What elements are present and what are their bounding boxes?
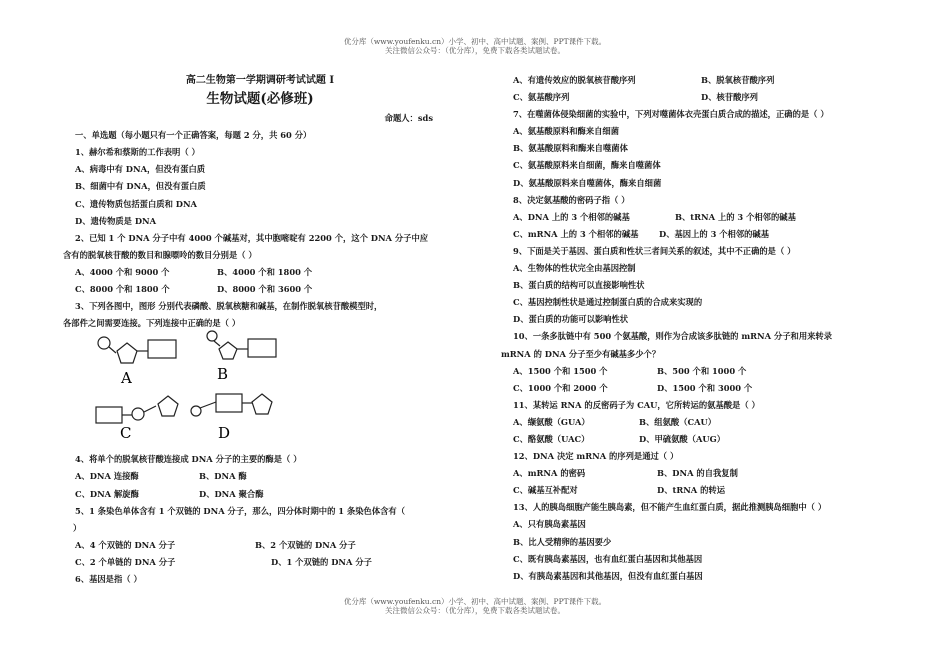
- question-10: 10、一条多肽链中有 500 个氨基酸，则作为合成该多肽链的 mRNA 分子和用来转录: [513, 331, 833, 342]
- question-10-cont: mRNA 的 DNA 分子至少有碱基多少个？: [501, 348, 661, 359]
- base-rectangle-c: [96, 407, 122, 423]
- bond-a1: [109, 347, 116, 353]
- q12-option-b: B、DNA 的自我复制: [657, 468, 738, 479]
- q4-options-ab: [75, 468, 445, 485]
- q2-option-d: D、8000 个和 3600 个: [217, 284, 313, 295]
- q4-option-b: B、DNA 酶: [199, 471, 247, 482]
- q5-option-b: B、2 个双链的 DNA 分子: [255, 539, 356, 550]
- question-5: 5、1 条染色单体含有 1 个双链的 DNA 分子，那么，四分体时期中的 1 条染色体含有（: [75, 505, 406, 516]
- question-2: 2、已知 1 个 DNA 分子中有 4000 个碱基对，其中胞嘧啶有 2200 个，这个 DNA 分子中应: [75, 232, 429, 243]
- q6-option-a: A、有遗传效应的脱氧核苷酸序列: [513, 75, 636, 85]
- header-line-1: 优分库（www.youfenku.cn）小学、初中、高中试题、案例、PPT课件下载。: [343, 37, 607, 46]
- q10-option-a: A、1500 个和 1500 个: [513, 365, 608, 376]
- exam-subtitle: 生物试题(必修班): [206, 91, 314, 108]
- footer-line-2: 关注微信公众号：（优分库），免费下载各类试题试卷。: [385, 606, 565, 615]
- q8-options-ab: [513, 209, 903, 226]
- bond-d1: [200, 402, 216, 408]
- page-header: [0, 37, 950, 55]
- q6-options-ab: [513, 72, 903, 89]
- q8-option-d: D、基因上的 3 个相邻的碱基: [659, 228, 770, 239]
- q9-option-b: B、蛋白质的结构可以直接影响性状: [513, 280, 645, 291]
- q6-option-b: B、脱氧核苷酸序列: [701, 75, 775, 85]
- q2-options-cd: [75, 281, 445, 298]
- deoxyribose-pentagon-a: [117, 343, 137, 363]
- deoxyribose-pentagon-b: [219, 342, 237, 359]
- question-3: 3、下列各图中，图形 分别代表磷酸、脱氧核糖和碱基，在制作脱氧核苷酸模型时，: [75, 301, 383, 312]
- q5-option-d: D、1 个双链的 DNA 分子: [271, 556, 372, 567]
- q12-option-d: D、tRNA 的转运: [657, 485, 726, 496]
- exam-author: 命题人：sds: [384, 113, 433, 124]
- q8-option-b: B、tRNA 上的 3 个相邻的碱基: [675, 211, 796, 222]
- page-footer: [0, 597, 950, 615]
- q9-option-c: C、基因控制性状是通过控制蛋白质的合成来实现的: [513, 297, 703, 308]
- q6-options-cd: [513, 89, 903, 106]
- q10-options-cd: [513, 380, 903, 397]
- bond-b1: [214, 341, 220, 346]
- q7-option-a: A、氨基酸原料和酶来自细菌: [513, 126, 620, 137]
- deoxyribose-pentagon-c: [158, 396, 178, 416]
- q8-option-c: C、mRNA 上的 3 个相邻的碱基: [513, 228, 639, 239]
- q5-options-cd: [75, 554, 445, 571]
- q2-options-ab: [75, 264, 445, 281]
- q6-option-d: D、核苷酸序列: [701, 92, 758, 103]
- phosphate-circle-c: [132, 408, 144, 420]
- phosphate-circle-a: [98, 337, 110, 349]
- question-11: 11、某转运 RNA 的反密码子为 CAU，它所转运的氨基酸是（ ）: [513, 399, 760, 410]
- phosphate-circle-d: [191, 406, 201, 416]
- q11-option-b: B、组氨酸（CAU）: [639, 416, 717, 427]
- q11-options-ab: [513, 414, 903, 431]
- nucleotide-model-figure: [92, 330, 312, 442]
- base-rectangle-b: [248, 339, 276, 357]
- question-9: 9、下面是关于基因、蛋白质和性状三者间关系的叙述，其中不正确的是（ ）: [513, 245, 796, 256]
- q7-option-c: C、氨基酸原料来自细菌，酶来自噬菌体: [513, 160, 661, 171]
- question-7: 7、在噬菌体侵染细菌的实验中，下列对噬菌体衣壳蛋白质合成的描述，正确的是（ ）: [513, 109, 829, 120]
- q4-option-a: A、DNA 连接酶: [75, 471, 139, 482]
- exam-title: 高二生物第一学期调研考试试题 I: [185, 75, 335, 86]
- q2-option-c: C、8000 个和 1800 个: [75, 284, 170, 295]
- q9-option-d: D、蛋白质的功能可以影响性状: [513, 314, 629, 325]
- question-8: 8、决定氨基酸的密码子指（ ）: [513, 194, 630, 205]
- q9-option-a: A、生物体的性状完全由基因控制: [513, 263, 636, 274]
- q13-option-b: B、比人受精卵的基因要少: [513, 536, 612, 547]
- q1-option-a: A、病毒中有 DNA，但没有蛋白质: [75, 164, 206, 175]
- phosphate-circle-b: [207, 331, 217, 341]
- q11-option-a: A、缬氨酸（GUA）: [513, 416, 590, 427]
- right-column: [501, 72, 903, 585]
- question-12: 12、DNA 决定 mRNA 的序列是通过（ ）: [513, 451, 679, 462]
- q12-options-ab: [513, 465, 903, 482]
- q10-option-d: D、1500 个和 3000 个: [657, 382, 753, 393]
- q4-options-cd: [75, 486, 445, 503]
- deoxyribose-pentagon-d: [252, 394, 272, 414]
- q2-option-a: A、4000 个和 9000 个: [75, 266, 170, 277]
- question-6: 6、基因是指（ ）: [75, 573, 142, 584]
- bond-c2: [144, 406, 156, 412]
- q12-options-cd: [513, 482, 903, 499]
- header-line-2: 关注微信公众号：（优分库），免费下载各类试题试卷。: [385, 46, 565, 55]
- q5-option-a: A、4 个双链的 DNA 分子: [75, 539, 176, 550]
- figure-label-a: A: [121, 369, 132, 387]
- q5-option-c: C、2 个单链的 DNA 分子: [75, 556, 176, 567]
- question-13: 13、人的胰岛细胞产能生胰岛素，但不能产生血红蛋白质，据此推测胰岛细胞中（ ）: [513, 502, 827, 513]
- q10-options-ab: [513, 363, 903, 380]
- question-5-cont: ）: [73, 522, 82, 533]
- q13-option-d: D、有胰岛素基因和其他基因，但没有血红蛋白基因: [513, 570, 703, 581]
- q11-option-c: C、酪氨酸（UAC）: [513, 433, 590, 444]
- q6-option-c: C、氨基酸序列: [513, 92, 570, 103]
- section-heading: 一、单选题（每小题只有一个正确答案，每题 2 分，共 60 分）: [75, 130, 312, 141]
- question-4: 4、将单个的脱氧核苷酸连接成 DNA 分子的主要的酶是（ ）: [75, 454, 302, 465]
- q7-option-b: B、氨基酸原料和酶来自噬菌体: [513, 143, 628, 154]
- q2-option-b: B、4000 个和 1800 个: [217, 266, 313, 277]
- q1-option-c: C、遗传物质包括蛋白质和 DNA: [75, 198, 197, 209]
- figure-label-c: C: [120, 424, 132, 442]
- q10-option-c: C、1000 个和 2000 个: [513, 382, 608, 393]
- q4-option-d: D、DNA 聚合酶: [199, 488, 264, 499]
- q8-options-cd: [513, 226, 903, 243]
- question-3-cont: 各部件之间需要连接。下列连接中正确的是（ ）: [63, 318, 241, 329]
- q12-option-a: A、mRNA 的密码: [513, 468, 586, 479]
- q8-option-a: A、DNA 上的 3 个相邻的碱基: [513, 211, 630, 222]
- q4-option-c: C、DNA 解旋酶: [75, 488, 139, 499]
- q5-options-ab: [75, 537, 445, 554]
- q11-options-cd: [513, 431, 903, 448]
- q11-option-d: D、甲硫氨酸（AUG）: [639, 433, 726, 444]
- figure-label-b: B: [217, 365, 229, 383]
- q7-option-d: D、氨基酸原料来自噬菌体，酶来自细菌: [513, 177, 662, 188]
- q1-option-b: B、细菌中有 DNA，但没有蛋白质: [75, 181, 206, 192]
- base-rectangle-a: [148, 340, 176, 358]
- question-1: 1、赫尔希和蔡斯的工作表明（ ）: [75, 147, 200, 158]
- figure-label-d: D: [218, 424, 231, 442]
- base-rectangle-d: [216, 394, 242, 412]
- q13-option-a: A、只有胰岛素基因: [513, 519, 586, 530]
- q13-option-c: C、既有胰岛素基因，也有血红蛋白基因和其他基因: [513, 553, 703, 564]
- q10-option-b: B、500 个和 1000 个: [657, 365, 747, 376]
- q12-option-c: C、碱基互补配对: [513, 485, 578, 496]
- footer-line-1: 优分库（www.youfenku.cn）小学、初中、高中试题、案例、PPT课件下载。: [343, 597, 607, 606]
- question-2-cont: 含有的脱氧核苷酸的数目和腺嘌呤的数目分别是（ ）: [63, 249, 257, 260]
- nucleotide-diagram: [92, 330, 312, 442]
- q1-option-d: D、遗传物质是 DNA: [75, 215, 157, 226]
